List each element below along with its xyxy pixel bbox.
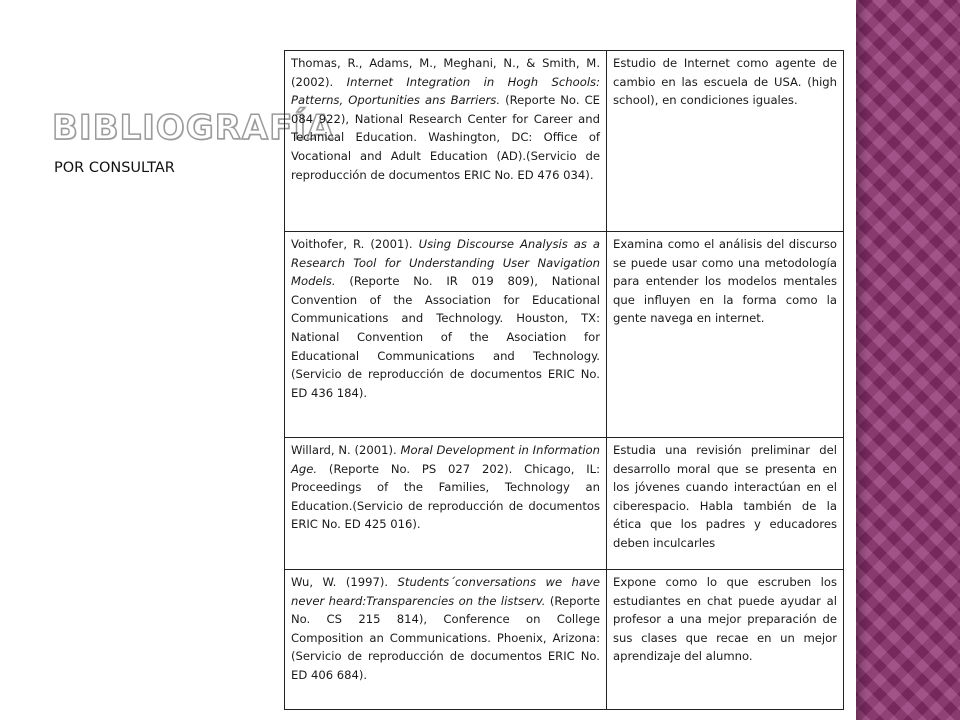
table-row	[285, 570, 844, 710]
reference-summary: Estudia una revisión preliminar del desarrollo moral que se presenta en los jóvenes cuando interactúan en el ciberespacio. Habla también de la ética que los padres y educadores deben inculcarles	[613, 443, 837, 550]
reference-authors: Thomas, R., Adams, M., Meghani, N., & Smith, M. (2002).	[291, 56, 600, 89]
summary-cell	[607, 232, 844, 438]
reference-authors: Willard, N. (2001).	[291, 443, 397, 457]
reference-authors: Voithofer, R. (2001).	[291, 237, 413, 251]
reference-details: (Reporte No. IR 019 809), National Convention of the Association for Educational Communications and Technology. Houston, TX: National Convention of the Asociation for Educational Communications and Technology.(Servicio de reproducción de documentos ERIC No. ED 436 184).	[291, 274, 600, 400]
summary-cell	[607, 570, 844, 710]
reference-title: Using Discourse Analysis as a Research Tool for Understanding User Navigation Models.	[291, 237, 601, 289]
table-row	[285, 51, 844, 232]
reference-cell	[285, 438, 607, 570]
slide-title: BIBLIOGRAFÍA	[52, 108, 335, 148]
table-row	[285, 438, 844, 570]
slide-subtitle: POR CONSULTAR	[54, 160, 175, 176]
reference-authors: Wu, W. (1997).	[291, 575, 389, 589]
reference-cell	[285, 51, 607, 232]
reference-title: Moral Development in Information Age.	[291, 443, 600, 476]
decorative-side-panel	[856, 0, 960, 720]
summary-cell	[607, 438, 844, 570]
summary-cell	[607, 51, 844, 232]
reference-details: (Reporte No. CS 215 814), Conference on College Composition an Communications. Phoenix, Arizona: (Servicio de reproducción de documentos ERIC No. ED 406 684).	[291, 593, 600, 682]
reference-summary: Expone como lo que escruben los estudiantes en chat puede ayudar al profesor a una mejor preparación de sus clases que recae en un mejor aprendizaje del alumno.	[613, 575, 837, 664]
reference-cell	[285, 570, 607, 710]
reference-details: (Reporte No. CE 084 922), National Research Center for Career and Technical Education. Washington, DC: Office of Vocational and Adult Education (AD).(Servicio de reproducción de documentos ERIC No. ED 476 034).	[291, 93, 600, 182]
reference-details: (Reporte No. PS 027 202). Chicago, IL: Proceedings of the Families, Technology an Education.(Servicio de reproducción de documentos ERIC No. ED 425 016).	[291, 461, 600, 532]
reference-title: Students´conversations we have never heard:Transparencies on the listserv.	[291, 575, 600, 608]
bibliography-table	[284, 50, 844, 709]
table-row	[285, 232, 844, 438]
reference-cell	[285, 232, 607, 438]
reference-summary: Estudio de Internet como agente de cambio en las escuela de USA. (high school), en condiciones iguales.	[613, 56, 837, 108]
reference-summary: Examina como el análisis del discurso se puede usar como una metodología para entender los modelos mentales que influyen en la forma como la gente navega en internet.	[613, 237, 837, 326]
reference-title: Internet Integration in Hogh Schools: Patterns, Oportunities ans Barriers.	[291, 74, 600, 108]
